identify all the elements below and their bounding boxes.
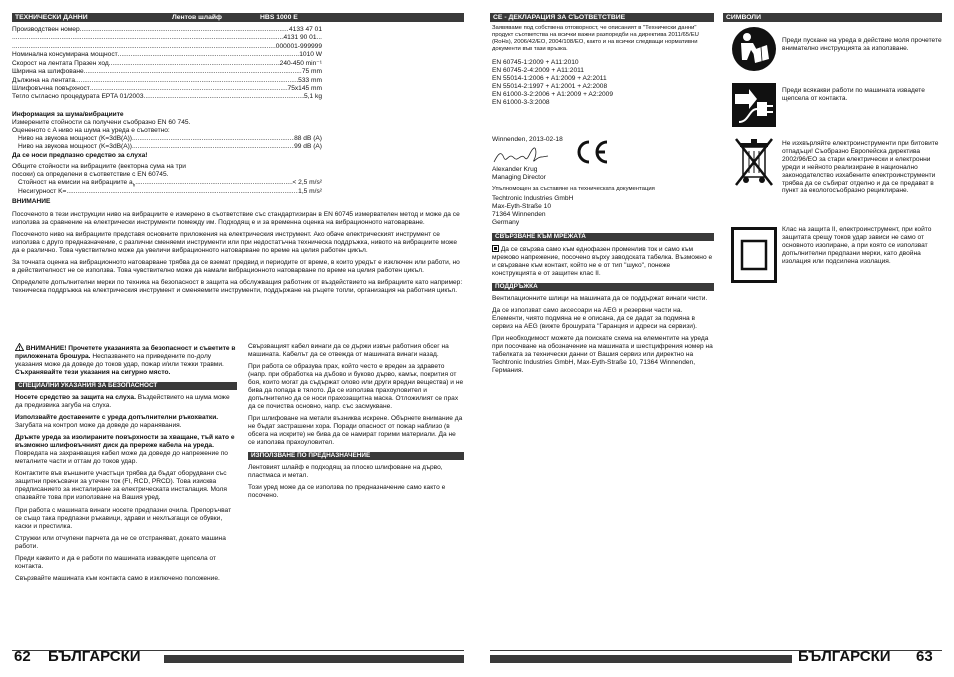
authorized-person: Упълномощен за съставяне на техническата документация: [492, 185, 655, 192]
spec-row: Номинална консумирана мощност ..... 1010 W: [12, 51, 322, 59]
noise-line: Оцененото с A ниво на шума на уреда е съответно:: [12, 126, 170, 134]
standard-line: EN 61000-3-2:2006 + A1:2009 + A2:2009: [492, 91, 613, 99]
signatory-role: Managing Director: [492, 173, 546, 181]
warning-paragraph: Посоченото в тези инструкции ниво на вибрациите е измерено в съответствие със стандартизиран в EN 60745 измервателен метод и може да се използва за сравнение на електрически инструменти помежду им. Подходящ е и за временна оценка на вибрационното натоварване.: [12, 211, 460, 227]
standard-line: EN 60745-1:2009 + A11:2010: [492, 59, 579, 67]
class-ii-icon: [731, 227, 777, 283]
page-number: 63: [916, 648, 933, 665]
noise-title: Информация за шума/вибрациите: [12, 110, 124, 118]
signatory-name: Alexander Krug: [492, 165, 538, 173]
safety-paragraph: Стружки или отчупени парчета да не се отстраняват, докато машина работи.: [15, 534, 226, 550]
safety-paragraph: При работа се образува прах, който често е вреден за здравето (напр. при обработка на дъбово и буково дърво, камък, покрития от боя, които могат да съдържат олово или други вредни вещества) и не бива да попада в тялото. Да се използва прахоуловител и допълнително да се носи прахозащитна маска. Отложилият се прах да се почиства основно, напр. със засмукване.: [248, 363, 464, 411]
standard-line: EN 55014-2:1997 + A1:2001 + A2:2008: [492, 83, 608, 91]
safety-paragraph: Свързвайте машината към контакта само в изключено положение.: [15, 574, 220, 582]
noise-row: Ниво на звукова мощност (K=3dB(A)) ..... 88 dB (A): [12, 135, 322, 143]
spec-row: ..... 4131 90 01...: [12, 34, 322, 42]
usage-paragraph: Лентовият шлайф е подходящ за плоско шлифоване на дърво, пластмаса и метал.: [248, 464, 443, 480]
spec-row: ..... ...000001-999999: [12, 43, 322, 51]
vibration-row: Несигурност K= ..... 1,5 m/s²: [12, 188, 322, 196]
tech-data-header: [12, 13, 464, 22]
footer-language: БЪЛГАРСКИ: [48, 648, 141, 665]
safety-column-2: [248, 343, 464, 505]
page-number: 62: [14, 648, 31, 665]
hearing-protection-note: Да се носи предпазно средство за слуха!: [12, 151, 148, 159]
right-footer: [490, 649, 942, 665]
place-date: Winnenden, 2013-02-18: [492, 135, 563, 143]
safety-paragraph: Преди каквито и да е работи по машината изваждете щепсела от контакта.: [15, 554, 217, 570]
standard-line: EN 60745-2-4:2009 + A11:2011: [492, 67, 584, 75]
vibration-row: Стойност на емисии на вибрациите $a_h$ ..... < 2,5 m/s²: [12, 179, 322, 188]
tech-data-title: ТЕХНИЧЕСКИ ДАННИ: [15, 14, 88, 21]
special-safety-header: СПЕЦИАЛНИ УКАЗАНИЯ ЗА БЕЗОПАСНОСТ: [15, 382, 237, 390]
left-footer: [12, 649, 464, 665]
company-line: 71364 Winnenden: [492, 210, 546, 218]
mains-connection-header: СВЪРЗВАНЕ КЪМ МРЕЖАТА: [492, 233, 714, 241]
intended-use-header: ИЗПОЛЗВАНЕ ПО ПРЕДНАЗНАЧЕНИЕ: [248, 452, 464, 460]
read-manual-icon: [731, 26, 777, 72]
ce-text: Заявяваме под собствена отговорност, че описаният в "Технически данни" продукт съответства на всички важни разпоредби на директива 2011/65/EU (RoHs), 2006/42/EO, 2004/108/EO, както и на всички следващи нормативни документи във тази връзка.: [492, 25, 699, 53]
mains-paragraph: Да се свързва само към еднофазен променлив ток и само към мрежово напрежение, посочено върху заводската табелка. Възможно е и свързване към контакт, който не е от тип "шуко", понеже конструкцията е от защитен клас II.: [492, 245, 713, 277]
symbol-text-class-ii: Клас на защита II, електроинструмент, при който защитата срещу токов удар зависи не само от основното изолиране, а при която се използват допълнителни предпазни мерки, като двойна изолация или подсилена изолация.: [782, 226, 932, 265]
company-line: Germany: [492, 218, 520, 226]
safety-paragraph: При работа с машината винаги носете предпазни очила. Препоръчват се също така предпазни ръкавици, здрави и нехлъзгащи се обувки, каски и престилка.: [15, 506, 232, 530]
symbol-text-unplug: Преди всякакви работи по машината извадете щепсела от контакта.: [782, 87, 925, 102]
warning-triangle-icon: [15, 343, 24, 351]
warning-title: ВНИМАНИЕ: [12, 198, 51, 205]
company-line: Techtronic Industries GmbH: [492, 194, 574, 202]
maintenance-header: ПОДДРЪЖКА: [492, 283, 714, 291]
spec-row: Дължина на лентата ..... 533 mm: [12, 77, 322, 85]
noise-line: Измерените стойности са получени съобразно EN 60 745.: [12, 118, 191, 126]
standard-line: EN 61000-3-3:2008: [492, 99, 550, 107]
product-model: HBS 1000 E: [260, 14, 298, 21]
footer-bar: [164, 655, 464, 663]
unplug-icon: [731, 82, 777, 128]
warning-paragraph: Определете допълнителни мерки по техника на безопасност в защита на обслужващия работник от въздействието на вибрациите като например: техническа поддръжка на електрическия инструмент и сменяемите инструменти, поддържане на ръцете топли, организация на работния цикъл.: [12, 279, 463, 295]
warning-paragraph: Посоченото ниво на вибрациите представя основните приложения на електрическия инструмент. Ако обаче електрическият инструмент се използва с друго предназначение, с различни сменяеми инструменти или при недостатъчна техническа поддръжка, нивото на вибрациите може да е различно. Това чувствително може да увеличи вибрационното натоварване по време на целия работен цикъл.: [12, 231, 458, 255]
symbols-header: СИМВОЛИ: [723, 13, 942, 22]
safety-column: [15, 343, 237, 587]
spec-row: Скорост на лентата Празен ход ..... 240-450 min⁻¹: [12, 60, 322, 68]
spec-row: Тегло съгласно процедурата EPTA 01/2003 ..... 5,1 kg: [12, 93, 322, 101]
usage-paragraph: Този уред може да се използва по предназначение само както е посочено.: [248, 484, 446, 500]
symbol-text-read-manual: Преди пускане на уреда в действие моля прочетете внимателно инструкцията за използване.: [782, 37, 942, 52]
safety-paragraph: Използвайте доставените с уреда допълнителни ръкохватки. Загубата на контрол може да доведе до наранявания.: [15, 414, 219, 430]
symbol-text-weee: Не изхвърляйте електроинструменти при битовите отпадъци! Съобразно Европейска директива 2002/96/EO за стари електрически и електронни уреди и нейното реализиране в национално законодателство изхабените електроинструменти трябва да се събират отделно и да се предават в пункт за екологосъобразно рециклиране.: [782, 140, 939, 195]
maintenance-paragraph: Вентилационните шлици на машината да се поддържат винаги чисти.: [492, 294, 708, 302]
vibration-line: Общите стойности на вибрациите (векторна сума на три: [12, 162, 186, 170]
maintenance-paragraph: Да се използват само аксесоари на AEG и резервни части на. Елементи, чиято подмяна не е описана, да се дадат за подмяна в сервиз на AEG (вижте брошурата "Гаранция и адреси на сервизи).: [492, 306, 697, 331]
spec-row: Производствен номер ..... 4133 47 01: [12, 26, 322, 34]
safety-paragraph: Дръжте уреда за изолираните повърхности за хващане, тъй като е възможно шлифовъчният диск да пререже кабела на уреда. Повредата на захранващия кабел може да доведе до напрежение по металните части и оттам до токов удар.: [15, 434, 235, 466]
safety-paragraph: При шлифоване на метали възниква искрене. Обърнете внимание да не бъдат застрашени хора. Поради опасност от пожар наблизо (в обсега на искрите) не бива да се намират горими материали. Да не се използва прахоуловител.: [248, 415, 463, 447]
safety-paragraph: Носете средство за защита на слуха. Въздействието на шума може да предизвика загуба на слуха.: [15, 394, 230, 410]
spec-row: Ширина на шлифоване ..... 75 mm: [12, 68, 322, 76]
footer-language: БЪЛГАРСКИ: [798, 648, 891, 665]
ce-declaration-header: CE - ДЕКЛАРАЦИЯ ЗА СЪОТВЕТСТВИЕ: [490, 13, 714, 22]
spec-row: Шлифовъчна повърхност ..... 75x145 mm: [12, 85, 322, 93]
ce-column: [492, 25, 714, 379]
ce-mark: [574, 138, 610, 166]
company-line: Max-Eyth-Straße 10: [492, 202, 551, 210]
weee-bin-icon: [731, 135, 777, 195]
attention-paragraph: ВНИМАНИЕ! Прочетете указанията за безопасност и съветите в приложената брошура. Неспазването на приведените по-долу указания може да доведе до токов удар, пожар и/или тежки травми. Съхранявайте тези указания на сигурно място.: [15, 345, 236, 377]
warning-paragraph: За точната оценка на вибрационното натоварване трябва да се вземат предвид и периодите от време, в които уредът е изключен или работи, но в действителност не се използва. Това чувствително може да намали вибрационното натоварване по време на целия работен цикъл.: [12, 259, 460, 275]
maintenance-paragraph: При необходимост можете да поискате схема на елементите на уреда при посочване на обозначение на машината и шестцифрения номер на табелката за технически данни от Вашия сервиз или директно на Techtronic Industries GmbH, Max-Eyth-Straße 10, 71364 Winnenden, Германия.: [492, 335, 713, 375]
warning-section: [12, 198, 464, 299]
class-ii-small-icon: [492, 245, 499, 252]
tech-specs: [12, 26, 322, 196]
product-name: Лентов шлайф: [172, 14, 223, 21]
safety-paragraph: Свързващият кабел винаги да се държи извън работния обсег на машината. Кабелът да се отвежда от машината винаги назад.: [248, 343, 449, 359]
standard-line: EN 55014-1:2006 + A1:2009 + A2:2011: [492, 75, 607, 83]
safety-paragraph: Контактите във външните участъци трябва да бъдат оборудвани със защитни прекъсвачи за утечен ток (FI, RCD, PRCD). Това изисква предписанието за инсталиране за електрическата инсталация. Моля спазвайте това при използване на Вашия уред.: [15, 470, 227, 502]
vibration-line: посоки) са определени в съответствие с EN 60745.: [12, 170, 169, 178]
signature: [492, 144, 552, 166]
noise-row: Ниво на звукова мощност (K=3dB(A)) ..... 99 dB (A): [12, 143, 322, 151]
footer-bar: [490, 655, 792, 663]
